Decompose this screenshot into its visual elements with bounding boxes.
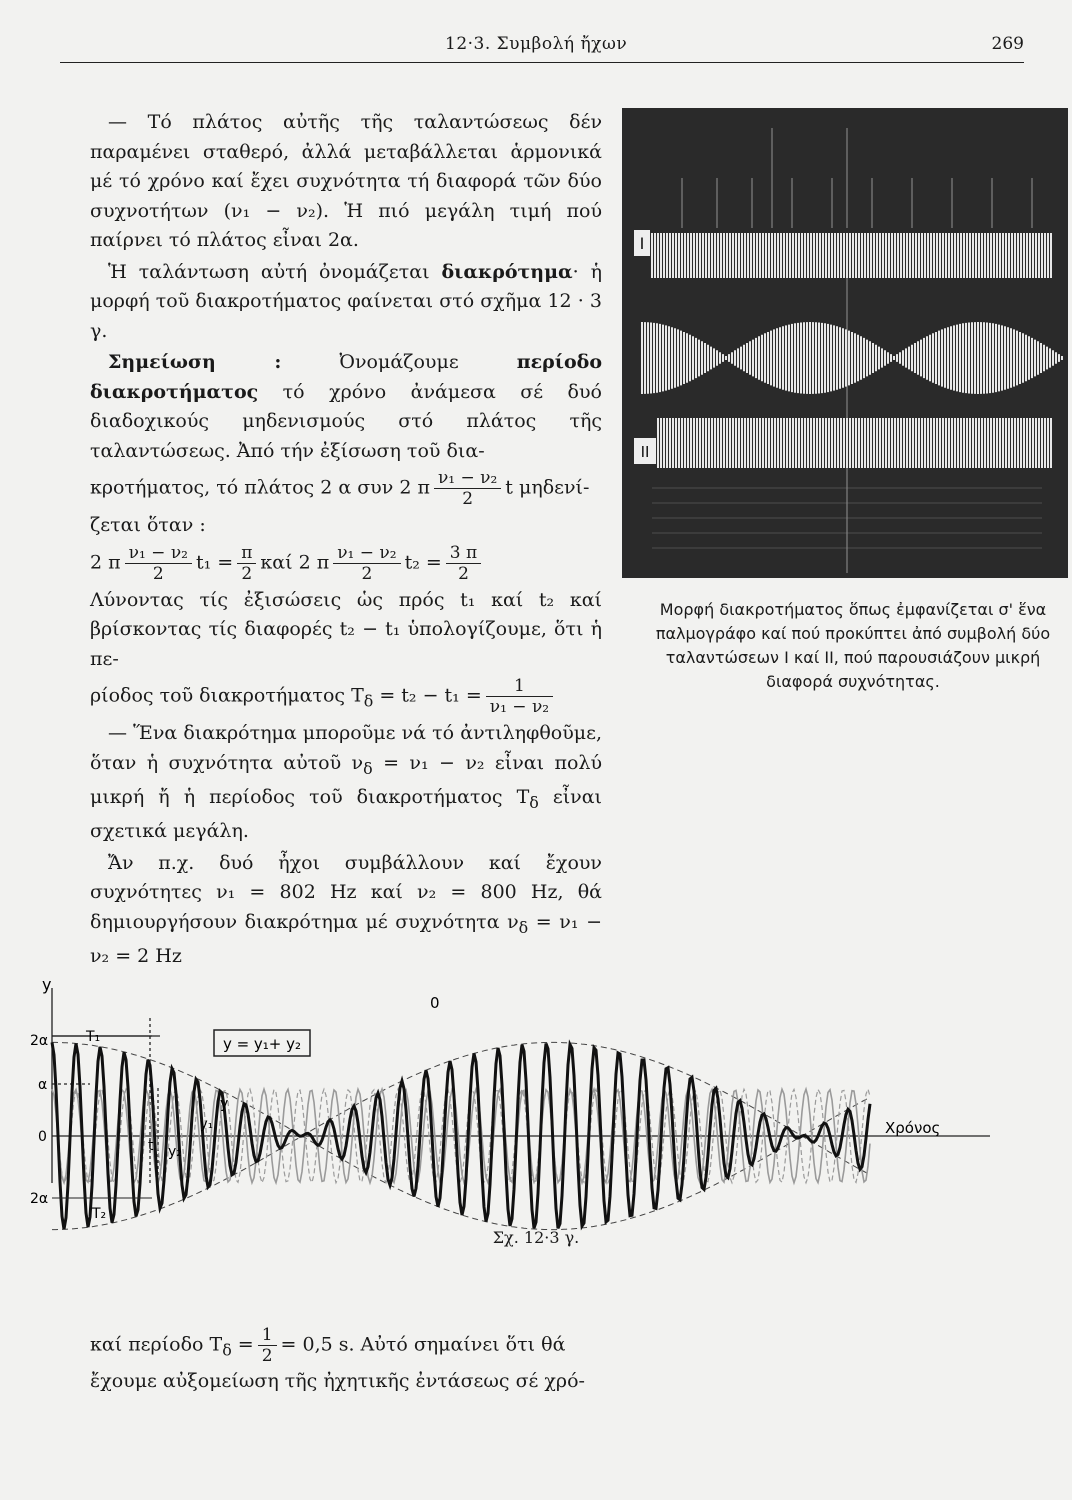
formula-label: y = y₁+ y₂ xyxy=(222,1035,302,1053)
text-run: = t₂ − t₁ = xyxy=(373,684,482,707)
text-run: κροτήματος, τό πλάτος 2 α συν 2 π xyxy=(90,476,430,499)
subscript: δ xyxy=(363,691,374,711)
text-run: ρίοδος τοῦ διακροτήματος T xyxy=(90,684,364,707)
fraction-denominator: 2 xyxy=(462,489,474,509)
note-label: Σημείωση : xyxy=(108,351,282,373)
text-run: καί περίοδο T xyxy=(90,1333,223,1356)
equation-t1-t2 xyxy=(90,543,602,584)
fraction-denominator: 2 xyxy=(241,563,253,584)
label-T2: T₂ xyxy=(92,1206,107,1222)
text-run: · ἡ μορφή τοῦ διακροτήματος φαίνεται στό σχῆμα 12 · 3 γ. xyxy=(90,260,602,342)
T2-marker xyxy=(30,1188,230,1228)
bottom-text xyxy=(90,1325,610,1396)
page-header xyxy=(60,34,1024,64)
line-last: ἔχουμε αὐξομείωση τῆς ἠχητικῆς ἐντάσεως σέ χρό- xyxy=(90,1370,585,1392)
text-run: = xyxy=(231,1333,254,1356)
fraction xyxy=(434,468,501,509)
paragraph-example xyxy=(90,849,602,972)
label-y1: y₁ xyxy=(200,1117,213,1132)
header-rule xyxy=(60,62,1024,63)
fraction-numerator: π xyxy=(237,543,256,564)
fraction-numerator: ν₁ − ν₂ xyxy=(434,468,501,489)
subscript: δ xyxy=(363,758,373,778)
line-amplitude-equation xyxy=(90,468,602,509)
y-axis-label: y xyxy=(42,975,52,994)
tick-zero: 0 xyxy=(38,1129,47,1145)
text-run: Ὀνομάζουμε xyxy=(281,351,517,373)
text-run: = ν₁ − ν₂ = 2 Hz xyxy=(90,910,602,967)
fraction xyxy=(258,1325,277,1366)
fraction-denominator: ν₁ − ν₂ xyxy=(489,697,550,717)
fraction-denominator: 2 xyxy=(458,563,469,584)
equation-beat-period xyxy=(90,676,602,717)
text-run: Ἡ ταλάντωση αὐτή ὀνομάζεται xyxy=(108,260,442,283)
running-title: 12·3. Συμβολή ἤχων xyxy=(445,34,628,54)
fraction xyxy=(446,543,481,584)
fraction-numerator: ν₁ − ν₂ xyxy=(125,543,192,564)
text-run: t₁ = xyxy=(195,551,234,573)
fraction-numerator: 1 xyxy=(486,676,553,697)
term-beat-period: περίοδο διακροτήματος xyxy=(90,351,602,403)
text-run: t₂ = xyxy=(404,551,442,573)
beat-diagram-svg xyxy=(30,975,1030,1207)
text-run: = 0,5 s. Αὐτό σημαίνει ὅτι θά xyxy=(280,1333,566,1356)
paragraph-note xyxy=(90,348,602,466)
fraction-numerator: ν₁ − ν₂ xyxy=(333,543,400,564)
label-t: t xyxy=(148,1138,154,1154)
tick-2a-bottom: 2α xyxy=(30,1191,49,1207)
paragraph-solving: Λύνοντας τίς ἐξισώσεις ὡς πρός t₁ καί t₂ καί βρίσκοντας τίς διαφορές t₂ − t₁ ὑπολογίζουμε, ὅτι ἡ πε- xyxy=(90,588,602,670)
subscript: δ xyxy=(518,917,529,937)
label-y2: y₂ xyxy=(168,1144,182,1160)
text-run: t μηδενί- xyxy=(505,476,590,499)
subscript: δ xyxy=(222,1340,232,1360)
text-run: = ν₁ − ν₂ εἶναι πολύ μικρή ἤ ἡ περίοδος τοῦ διακροτήματος T xyxy=(90,751,602,808)
text-run: Ἄν π.χ. δυό ἦχοι συμβάλλουν καί ἔχουν συχνότητες ν₁ = 802 Hz καί ν₂ = 800 Hz, θά δημιουργήσουν διακρότημα μέ συχνότητα ν xyxy=(90,851,602,933)
main-text-column xyxy=(90,108,602,973)
fraction-denominator: 2 xyxy=(361,563,373,584)
term-beat: διακρότημα xyxy=(441,260,573,283)
page-number: 269 xyxy=(991,34,1024,54)
paragraph-amplitude: — Τό πλάτος αὐτῆς τῆς ταλαντώσεως δέν παραμένει σταθερό, ἀλλά μεταβάλλεται ἁρμονικά μέ τό χρόνο καί ἔχει συχνότητα τή διαφορά τῶν δύο συχνοτήτων (ν₁ − ν₂). Ἡ πιό μεγάλη τιμή πού παίρνει τό πλάτος εἶναι 2α. xyxy=(90,111,602,251)
line-zetai: ζεται ὅταν : xyxy=(90,514,206,536)
fraction-numerator: 1 xyxy=(258,1325,277,1346)
text-run: εἶναι σχετικά μεγάλη. xyxy=(90,785,602,843)
top-label: 0 xyxy=(430,994,440,1012)
text-run: τό χρόνο ἀνάμεσα σέ δυό διαδοχικούς μηδενισμούς στό πλάτος τῆς ταλαντώσεως. Ἀπό τήν ἐξίσωση τοῦ δια- xyxy=(90,380,602,462)
tick-2a-top: 2α xyxy=(30,1033,49,1049)
fraction xyxy=(237,543,256,584)
line-period xyxy=(90,1325,610,1366)
text-run: — Ἕνα διακρότημα μποροῦμε νά τό ἀντιληφθοῦμε, ὅταν ἡ συχνότητα αὐτοῦ ν xyxy=(90,722,602,774)
fraction xyxy=(333,543,400,584)
text-run: 2 π xyxy=(90,551,121,573)
fraction-numerator: 3 π xyxy=(446,543,481,564)
paragraph-perception xyxy=(90,719,602,847)
x-axis-label: Χρόνος xyxy=(885,1119,941,1137)
subscript: δ xyxy=(529,792,539,812)
paragraph-beat-definition xyxy=(90,258,602,347)
figure-caption: Σχ. 12·3 γ. xyxy=(492,1228,580,1247)
trace-label-two: II xyxy=(640,443,650,461)
label-T1: T₁ xyxy=(86,1029,101,1045)
fraction-denominator: 2 xyxy=(261,1346,273,1366)
text-run: καί 2 π xyxy=(260,551,330,573)
photo-caption: Μορφή διακροτήματος ὅπως ἐμφανίζεται σ' ἕνα παλμογράφο καί πού προκύπτει ἀπό συμβολή δύο ταλαντώσεων I καί II, πού παρουσιάζουν μικρή διαφορά συχνότητας. xyxy=(655,600,1051,691)
fraction xyxy=(486,676,553,717)
oscilloscope-image xyxy=(622,108,1068,578)
beat-diagram xyxy=(30,975,1030,1207)
label-y: y xyxy=(220,1096,229,1112)
fraction-denominator: 2 xyxy=(152,563,164,584)
oscilloscope-photo xyxy=(622,108,1068,578)
trace-label-one: I xyxy=(639,234,645,253)
tick-a: α xyxy=(38,1077,48,1093)
fraction xyxy=(125,543,192,584)
